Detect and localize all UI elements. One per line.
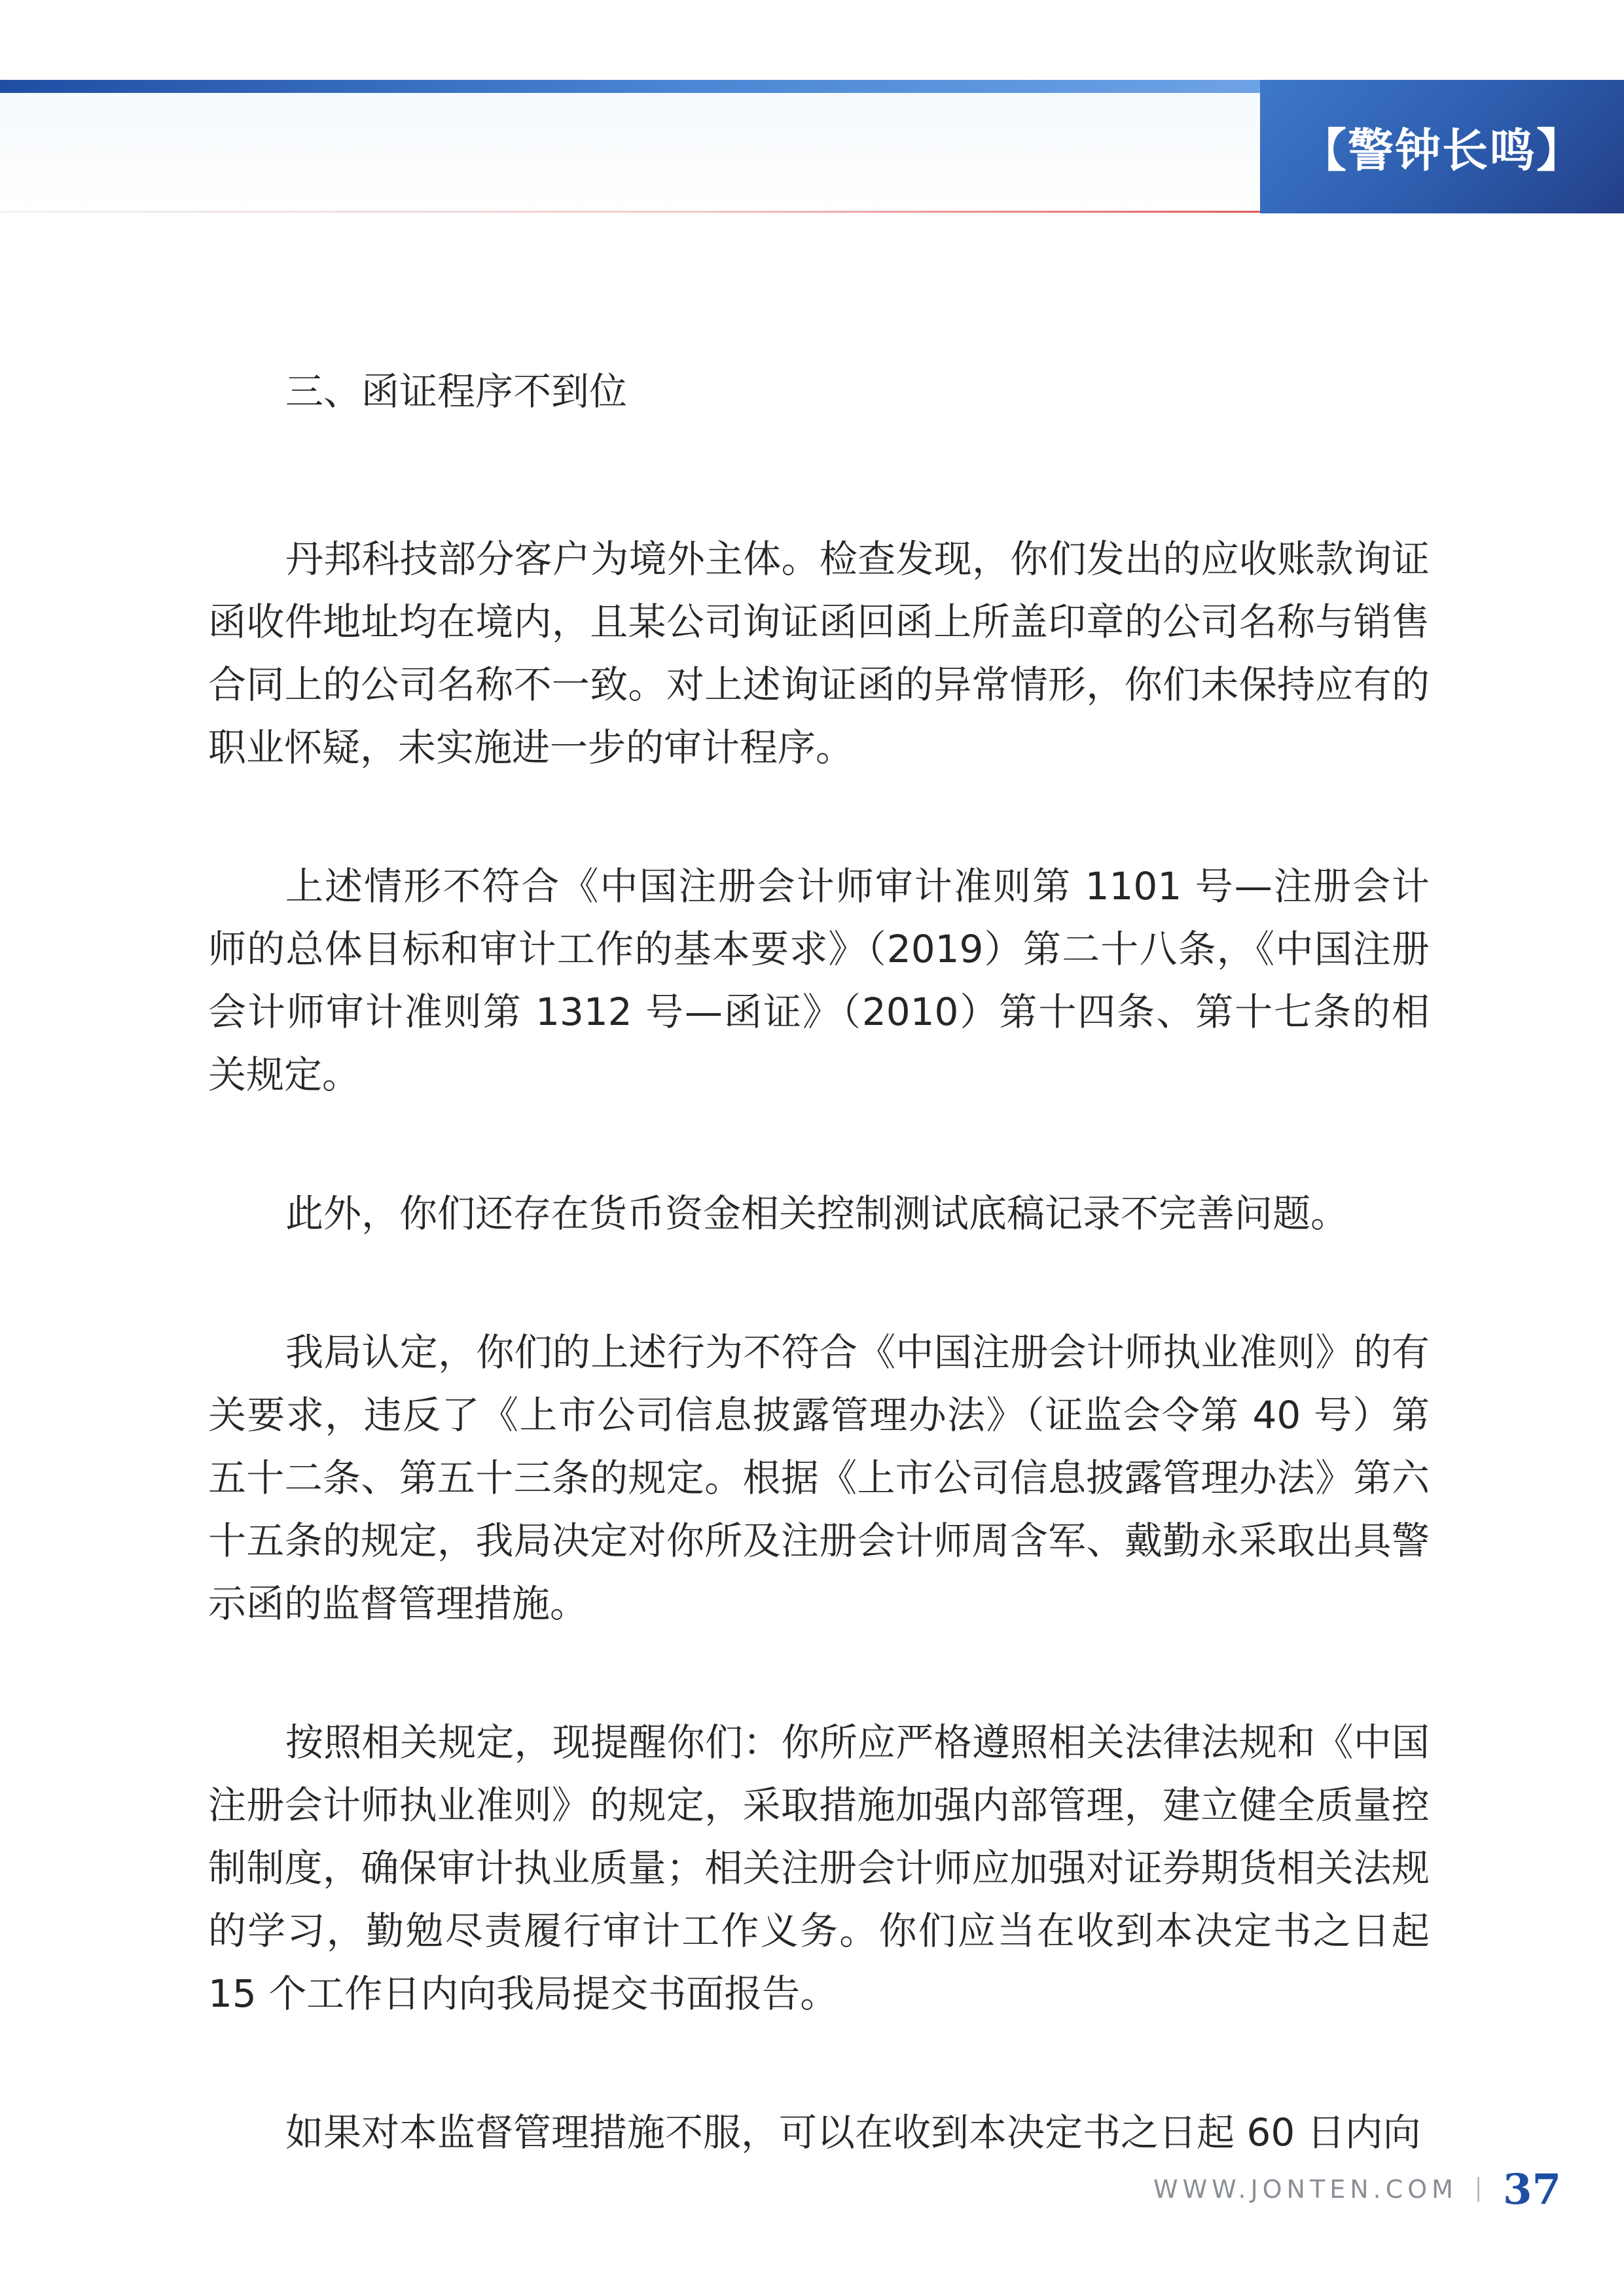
section-heading: 三、函证程序不到位 [285, 369, 628, 414]
page-footer [1153, 2160, 1561, 2219]
header-top-line [0, 80, 1260, 93]
footer-website: WWW.JONTEN.COM [1153, 2175, 1458, 2204]
page-number: 37 [1502, 2164, 1561, 2214]
paragraph: 按照相关规定，现提醒你们：你所应严格遵照相关法律法规和《中国注册会计师执业准则》的规定，采取措施加强内部管理，建立健全质量控制制度，确保审计执业质量；相关注册会计师应加强对证券期货相关法规的学习，勤勉尽责履行审计工作义务。你们应当在收到本决定书之日起 15 个工作日内向我局提交书面报告。 [208, 1720, 1430, 2016]
paragraph: 如果对本监督管理措施不服，可以在收到本决定书之日起 60 日内向 [285, 2110, 1421, 2155]
paragraph: 丹邦科技部分客户为境外主体。检查发现，你们发出的应收账款询证函收件地址均在境内，且某公司询证函回函上所盖印章的公司名称与销售合同上的公司名称不一致。对上述询证函的异常情形，你们未保持应有的职业怀疑，未实施进一步的审计程序。 [208, 537, 1430, 770]
header-bottom-line [0, 211, 1260, 213]
paragraph: 此外，你们还存在货币资金相关控制测试底稿记录不完善问题。 [285, 1191, 1349, 1236]
section-tag-label: 【警钟长鸣】 [1301, 122, 1583, 177]
paragraph: 我局认定，你们的上述行为不符合《中国注册会计师执业准则》的有关要求，违反了《上市公司信息披露管理办法》（证监会令第 40 号）第五十二条、第五十三条的规定。根据《上市公司信息披露管理办法》第六十五条的规定，我局决定对你所及注册会计师周含军、戴勤永采取出具警示函的监督管理措施。 [208, 1330, 1430, 1626]
section-tag [1260, 80, 1624, 213]
header-band [0, 80, 1260, 213]
article-body [208, 353, 1430, 2164]
footer-divider [1477, 2177, 1479, 2202]
paragraph: 上述情形不符合《中国注册会计师审计准则第 1101 号—注册会计师的总体目标和审计工作的基本要求》（2019）第二十八条，《中国注册会计师审计准则第 1312 号—函证》（2010）第十四条、第十七条的相关规定。 [208, 864, 1430, 1097]
